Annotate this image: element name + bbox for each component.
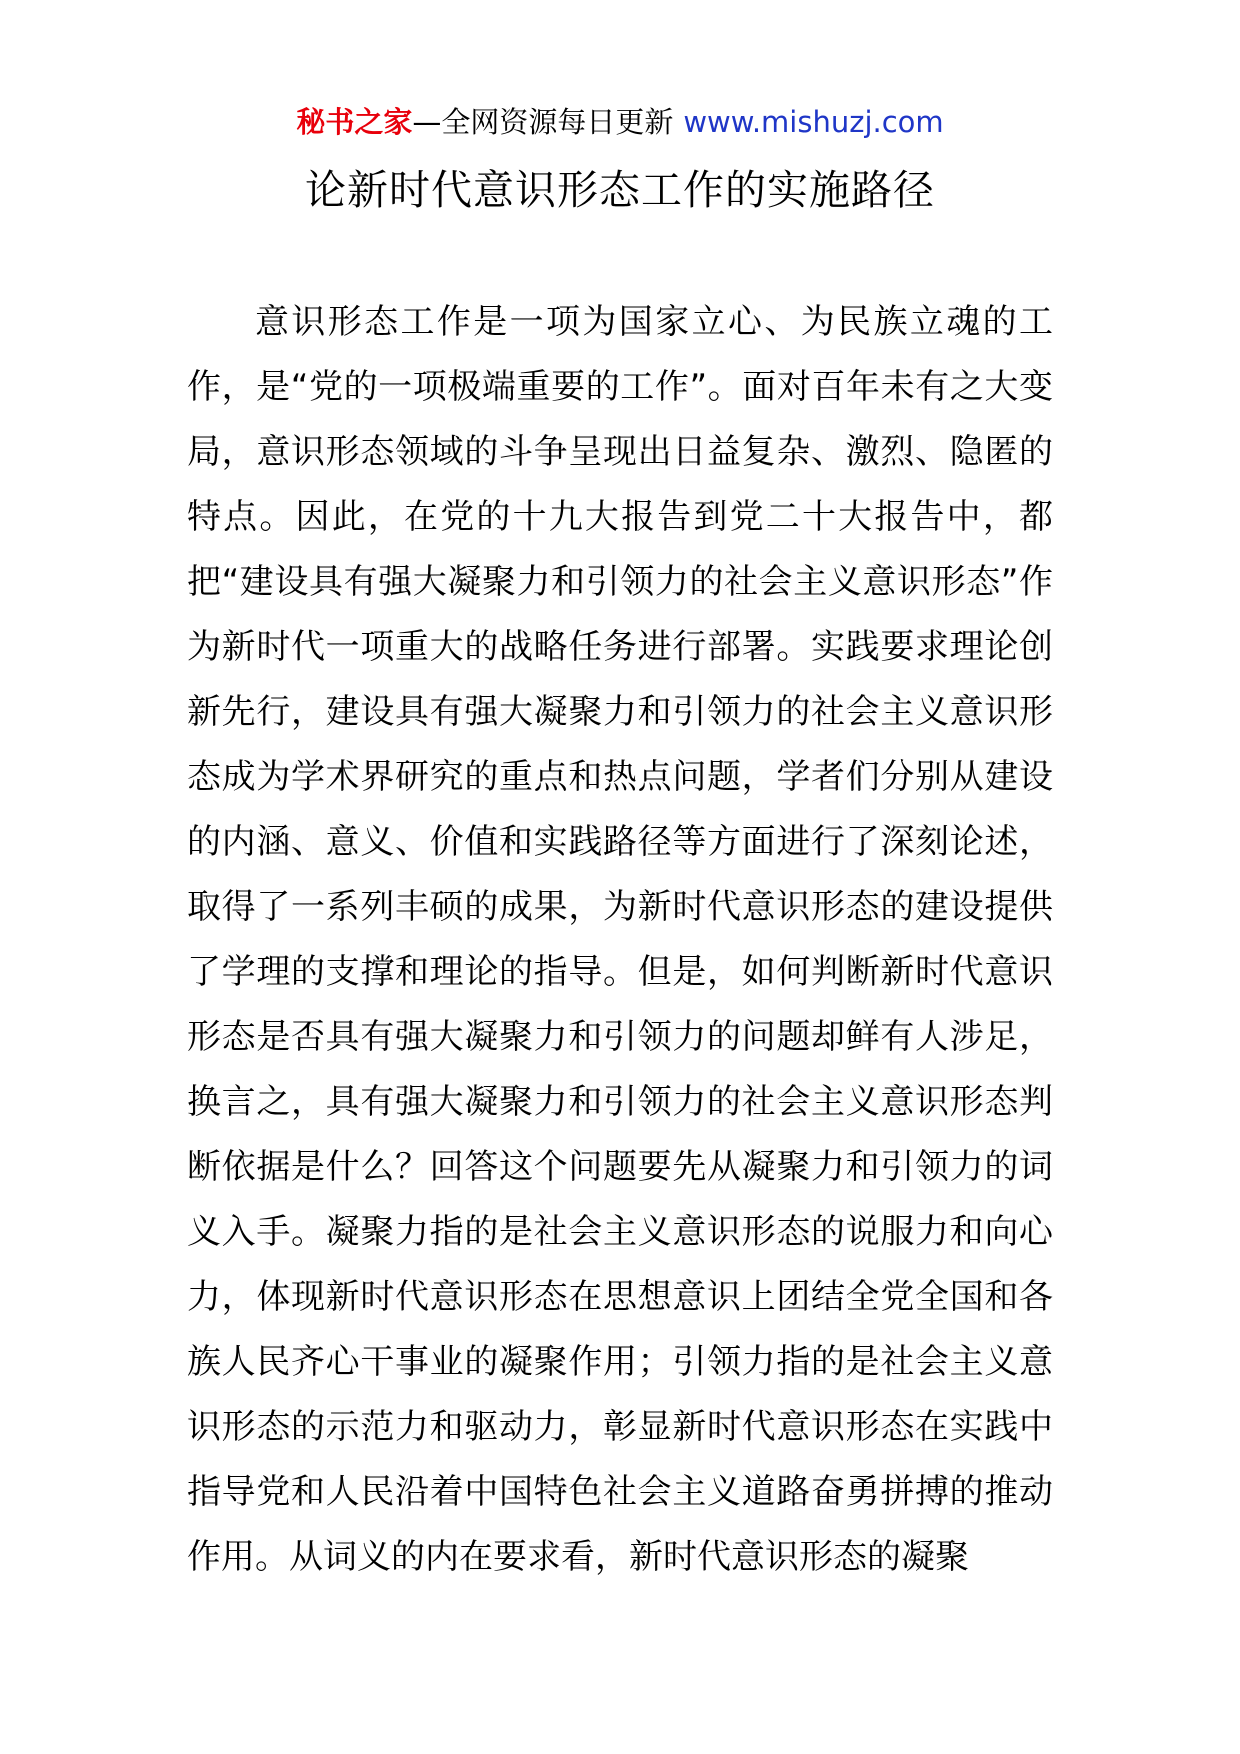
site-url-link[interactable]: www.mishuzj.com bbox=[683, 105, 944, 139]
site-header bbox=[0, 102, 1240, 142]
brand-name: 秘书之家 bbox=[296, 105, 413, 139]
site-tagline: —全网资源每日更新 bbox=[412, 105, 674, 139]
document-title: 论新时代意识形态工作的实施路径 bbox=[305, 166, 935, 214]
body-paragraph: 意识形态工作是一项为国家立心、为民族立魂的工作，是“党的一项极端重要的工作”。面对百年未有之大变局，意识形态领域的斗争呈现出日益复杂、激烈、隐匿的特点。因此，在党的十九大报告到党二十大报告中，都把“建设具有强大凝聚力和引领力的社会主义意识形态”作为新时代一项重大的战略任务进行部署。实践要求理论创新先行，建设具有强大凝聚力和引领力的社会主义意识形态成为学术界研究的重点和热点问题，学者们分别从建设的内涵、意义、价值和实践路径等方面进行了深刻论述，取得了一系列丰硕的成果，为新时代意识形态的建设提供了学理的支撑和理论的指导。但是，如何判断新时代意识形态是否具有强大凝聚力和引领力的问题却鲜有人涉足，换言之，具有强大凝聚力和引领力的社会主义意识形态判断依据是什么？回答这个问题要先从凝聚力和引领力的词义入手。凝聚力指的是社会主义意识形态的说服力和向心力，体现新时代意识形态在思想意识上团结全党全国和各族人民齐心干事业的凝聚作用；引领力指的是社会主义意识形态的示范力和驱动力，彰显新时代意识形态在实践中指导党和人民沿着中国特色社会主义道路奋勇拼搏的推动作用。从词义的内在要求看，新时代意识形态的凝聚 bbox=[187, 302, 1053, 1577]
